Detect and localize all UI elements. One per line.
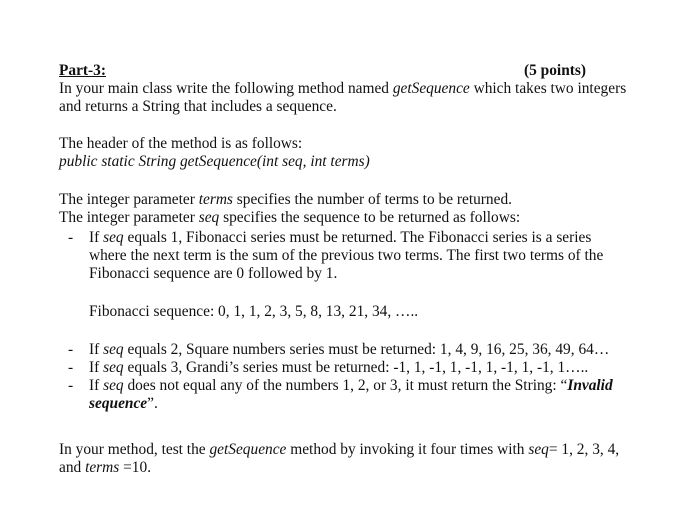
fib-line-2: where the next term is the sum of the previous two terms. The first two terms of the [89, 247, 604, 264]
grandi-seq-word: seq [103, 359, 124, 376]
test-line-1 [59, 441, 619, 460]
fib-line-1-post: equals 1, Fibonacci series must be returned. The Fibonacci series is a series [123, 229, 592, 246]
seq-param-post: specifies the sequence to be returned as follows: [219, 209, 521, 226]
test-mid: method by invoking it four times with [286, 441, 529, 458]
square-line [89, 341, 609, 360]
fib-example: Fibonacci sequence: 0, 1, 1, 2, 3, 5, 8, 13, 21, 34, ….. [89, 303, 419, 320]
invalid-line-2 [89, 395, 158, 414]
terms-param-post: specifies the number of terms to be returned. [232, 191, 512, 208]
grandi-line [89, 359, 588, 378]
square-pre: If [89, 341, 104, 358]
intro-method-name: getSequence [392, 80, 470, 97]
seq-param-word: seq [198, 209, 220, 226]
fib-line-1 [89, 229, 591, 248]
invalid-line-1 [89, 377, 613, 396]
fib-seq-word: seq [103, 229, 124, 246]
bullet-dash-square: - [68, 341, 74, 358]
test-seq-word: seq [528, 441, 549, 458]
test-line-2 [59, 459, 151, 478]
points-label: (5 points) [524, 62, 586, 79]
square-post: equals 2, Square numbers series must be returned: 1, 4, 9, 16, 25, 36, 49, 64… [123, 341, 610, 358]
invalid-pre: If [89, 377, 104, 394]
terms-param-line [59, 191, 512, 210]
invalid-phrase-1: Invalid [567, 377, 613, 394]
test-l2-post: =10. [119, 459, 152, 476]
terms-param-pre: The integer parameter [59, 191, 199, 208]
bullet-dash-fib: - [68, 229, 74, 246]
test-l2-pre: and [59, 459, 86, 476]
grandi-post: equals 3, Grandi’s series must be returned: -1, 1, -1, 1, -1, 1, -1, 1, -1, 1….. [123, 359, 589, 376]
invalid-seq-word: seq [103, 377, 124, 394]
invalid-phrase-2: sequence [89, 395, 148, 412]
invalid-post: does not equal any of the numbers 1, 2, or 3, it must return the String: “ [123, 377, 568, 394]
fib-line-3: Fibonacci sequence are 0 followed by 1. [89, 265, 338, 282]
bullet-dash-grandi: - [68, 359, 74, 376]
invalid-end: ”. [147, 395, 158, 412]
seq-param-line [59, 209, 520, 228]
intro-line-1 [59, 80, 626, 99]
test-pre: In your method, test the [59, 441, 210, 458]
test-method-name: getSequence [209, 441, 287, 458]
header-label: The header of the method is as follows: [59, 135, 303, 152]
bullet-dash-invalid: - [68, 377, 74, 394]
square-seq-word: seq [103, 341, 124, 358]
part-title: Part-3: [59, 62, 106, 79]
terms-param-word: terms [198, 191, 233, 208]
test-terms-word: terms [85, 459, 120, 476]
grandi-pre: If [89, 359, 104, 376]
test-seq-values: = 1, 2, 3, 4, [548, 441, 620, 458]
intro-text-post: which takes two integers [469, 80, 627, 97]
method-signature: public static String getSequence(int seq, int terms) [59, 153, 370, 170]
intro-line-2: and returns a String that includes a sequence. [59, 98, 337, 115]
seq-param-pre: The integer parameter [59, 209, 199, 226]
fib-line-1-pre: If [89, 229, 104, 246]
intro-text-pre: In your main class write the following method named [59, 80, 393, 97]
